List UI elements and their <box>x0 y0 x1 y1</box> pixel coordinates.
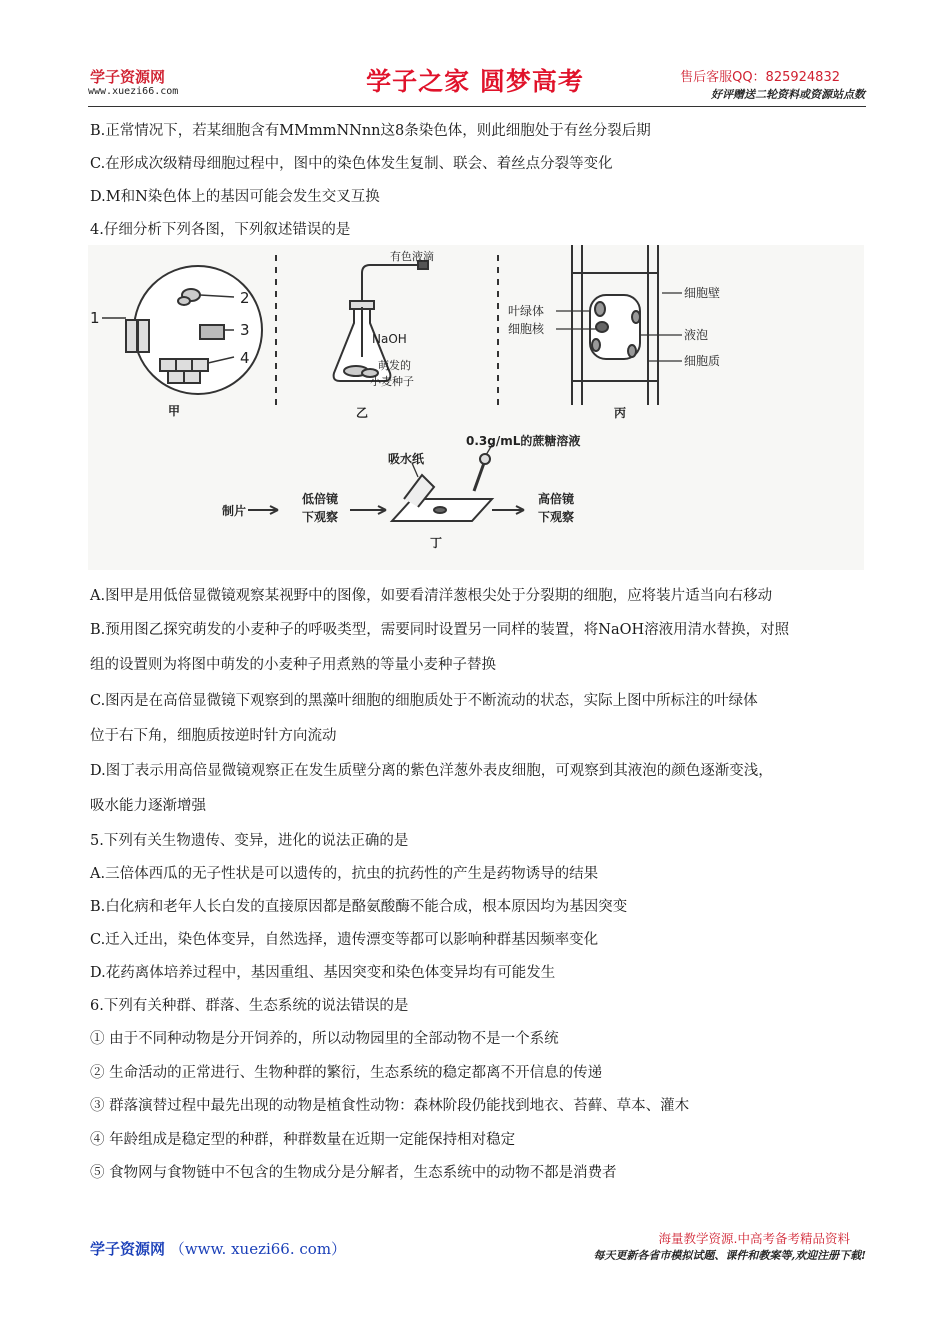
bing-cell-wall: 细胞壁 <box>684 286 721 300</box>
q4-stem: 4.仔细分析下列各图，下列叙述错误的是 <box>90 222 351 238</box>
bing-chloroplast: 叶绿体 <box>508 304 545 318</box>
q4-option-b: B.预用图乙探究萌发的小麦种子的呼吸类型，需要同时设置另一同样的装置，将NaOH溶液用清水替换，对照 <box>90 622 790 638</box>
yi-naoh: NaOH <box>372 332 407 346</box>
footer-brand: 学子资源网 <box>90 1240 166 1258</box>
jia-number-3: 3 <box>240 321 250 339</box>
bing-caption: 丙 <box>614 406 627 420</box>
q6-statement-4: ④ 年龄组成是稳定型的种群，种群数量在近期一定能保持相对稳定 <box>90 1132 516 1148</box>
q4-option-d-cont: 吸水能力逐渐增强 <box>90 798 206 814</box>
ding-low-line2: 下观察 <box>302 510 339 524</box>
footer-tagline: 海量教学资源.中高考备考精品资料 <box>658 1231 850 1246</box>
q6-statement-1: ① 由于不同种动物是分开饲养的，所以动物园里的全部动物不是一个系统 <box>90 1031 559 1047</box>
q3-option-d: D.M和N染色体上的基因可能会发生交叉互换 <box>90 189 380 205</box>
bing-nucleus: 细胞核 <box>508 322 545 336</box>
q4-option-a: A.图甲是用低倍显微镜观察某视野中的图像，如要看清洋葱根尖处于分裂期的细胞，应将装片适当向右移动 <box>90 588 773 604</box>
footer-left <box>90 1238 346 1259</box>
site-logo-url: www.xuezi66.com <box>88 86 179 97</box>
footer-notice: 每天更新各省市模拟试题、课件和教案等,欢迎注册下载! <box>593 1249 866 1262</box>
q6-statement-3: ③ 群落演替过程中最先出现的动物是植食性动物：森林阶段仍能找到地衣、苔藓、草本、灌木 <box>90 1098 690 1114</box>
yi-colored-drop: 有色液滴 <box>390 250 434 263</box>
q5-option-c: C.迁入迁出，染色体变异，自然选择，遗传漂变等都可以影响种群基因频率变化 <box>90 932 599 948</box>
ding-slide: 制片 <box>222 504 247 518</box>
q5-option-b: B.白化病和老年人长白发的直接原因都是酪氨酸酶不能合成，根本原因均为基因突变 <box>90 899 628 915</box>
yi-seed-line1: 萌发的 <box>378 359 411 372</box>
ding-sucrose-solution: 0.3g/mL的蔗糖溶液 <box>466 434 581 448</box>
q6-stem: 6.下列有关种群、群落、生态系统的说法错误的是 <box>90 998 409 1014</box>
footer-url-link[interactable]: （www. xuezi66. com） <box>169 1240 347 1258</box>
q3-option-b: B.正常情况下，若某细胞含有MMmmNNnn这8条染色体，则此细胞处于有丝分裂后期 <box>90 123 651 139</box>
header-rule <box>88 106 866 107</box>
q4-figure <box>88 245 864 570</box>
support-qq: 售后客服QQ：825924832 <box>680 70 840 85</box>
jia-number-4: 4 <box>240 349 250 367</box>
jia-number-2: 2 <box>240 289 250 307</box>
q4-option-c: C.图丙是在高倍显微镜下观察到的黑藻叶细胞的细胞质处于不断流动的状态，实际上图中所标注的叶绿体 <box>90 693 758 709</box>
q4-option-d: D.图丁表示用高倍显微镜观察正在发生质壁分离的紫色洋葱外表皮细胞，可观察到其液泡的颜色逐渐变浅， <box>90 763 773 779</box>
header-promo: 好评赠送二轮资料或资源站点数 <box>711 88 865 101</box>
ding-low-line1: 低倍镜 <box>302 492 339 506</box>
ding-high-line1: 高倍镜 <box>538 492 575 506</box>
ding-caption: 丁 <box>430 536 443 550</box>
q3-option-c: C.在形成次级精母细胞过程中，图中的染色体发生复制、联会、着丝点分裂等变化 <box>90 156 613 172</box>
q5-option-d: D.花药离体培养过程中，基因重组、基因突变和染色体变异均有可能发生 <box>90 965 556 981</box>
ding-high-line2: 下观察 <box>538 510 575 524</box>
yi-caption: 乙 <box>356 406 369 420</box>
bing-cytoplasm: 细胞质 <box>684 354 721 368</box>
site-logo-title: 学子资源网 <box>90 68 166 86</box>
q4-option-b-cont: 组的设置则为将图中萌发的小麦种子用煮熟的等量小麦种子替换 <box>90 657 496 673</box>
bing-vacuole: 液泡 <box>684 328 709 342</box>
q5-option-a: A.三倍体西瓜的无子性状是可以遗传的，抗虫的抗药性的产生是药物诱导的结果 <box>90 866 599 882</box>
jia-number-1: 1 <box>90 309 100 327</box>
header-slogan: 学子之家 圆梦高考 <box>366 67 584 96</box>
q4-option-c-cont: 位于右下角，细胞质按逆时针方向流动 <box>90 728 337 744</box>
q6-statement-5: ⑤ 食物网与食物链中不包含的生物成分是分解者，生态系统中的动物不都是消费者 <box>90 1165 617 1181</box>
ding-blotting-paper: 吸水纸 <box>388 452 425 466</box>
jia-caption: 甲 <box>168 404 181 418</box>
yi-seed-line2: 小麦种子 <box>370 375 414 388</box>
q6-statement-2: ② 生命活动的正常进行、生物种群的繁衍，生态系统的稳定都离不开信息的传递 <box>90 1065 603 1081</box>
q5-stem: 5.下列有关生物遗传、变异，进化的说法正确的是 <box>90 833 409 849</box>
